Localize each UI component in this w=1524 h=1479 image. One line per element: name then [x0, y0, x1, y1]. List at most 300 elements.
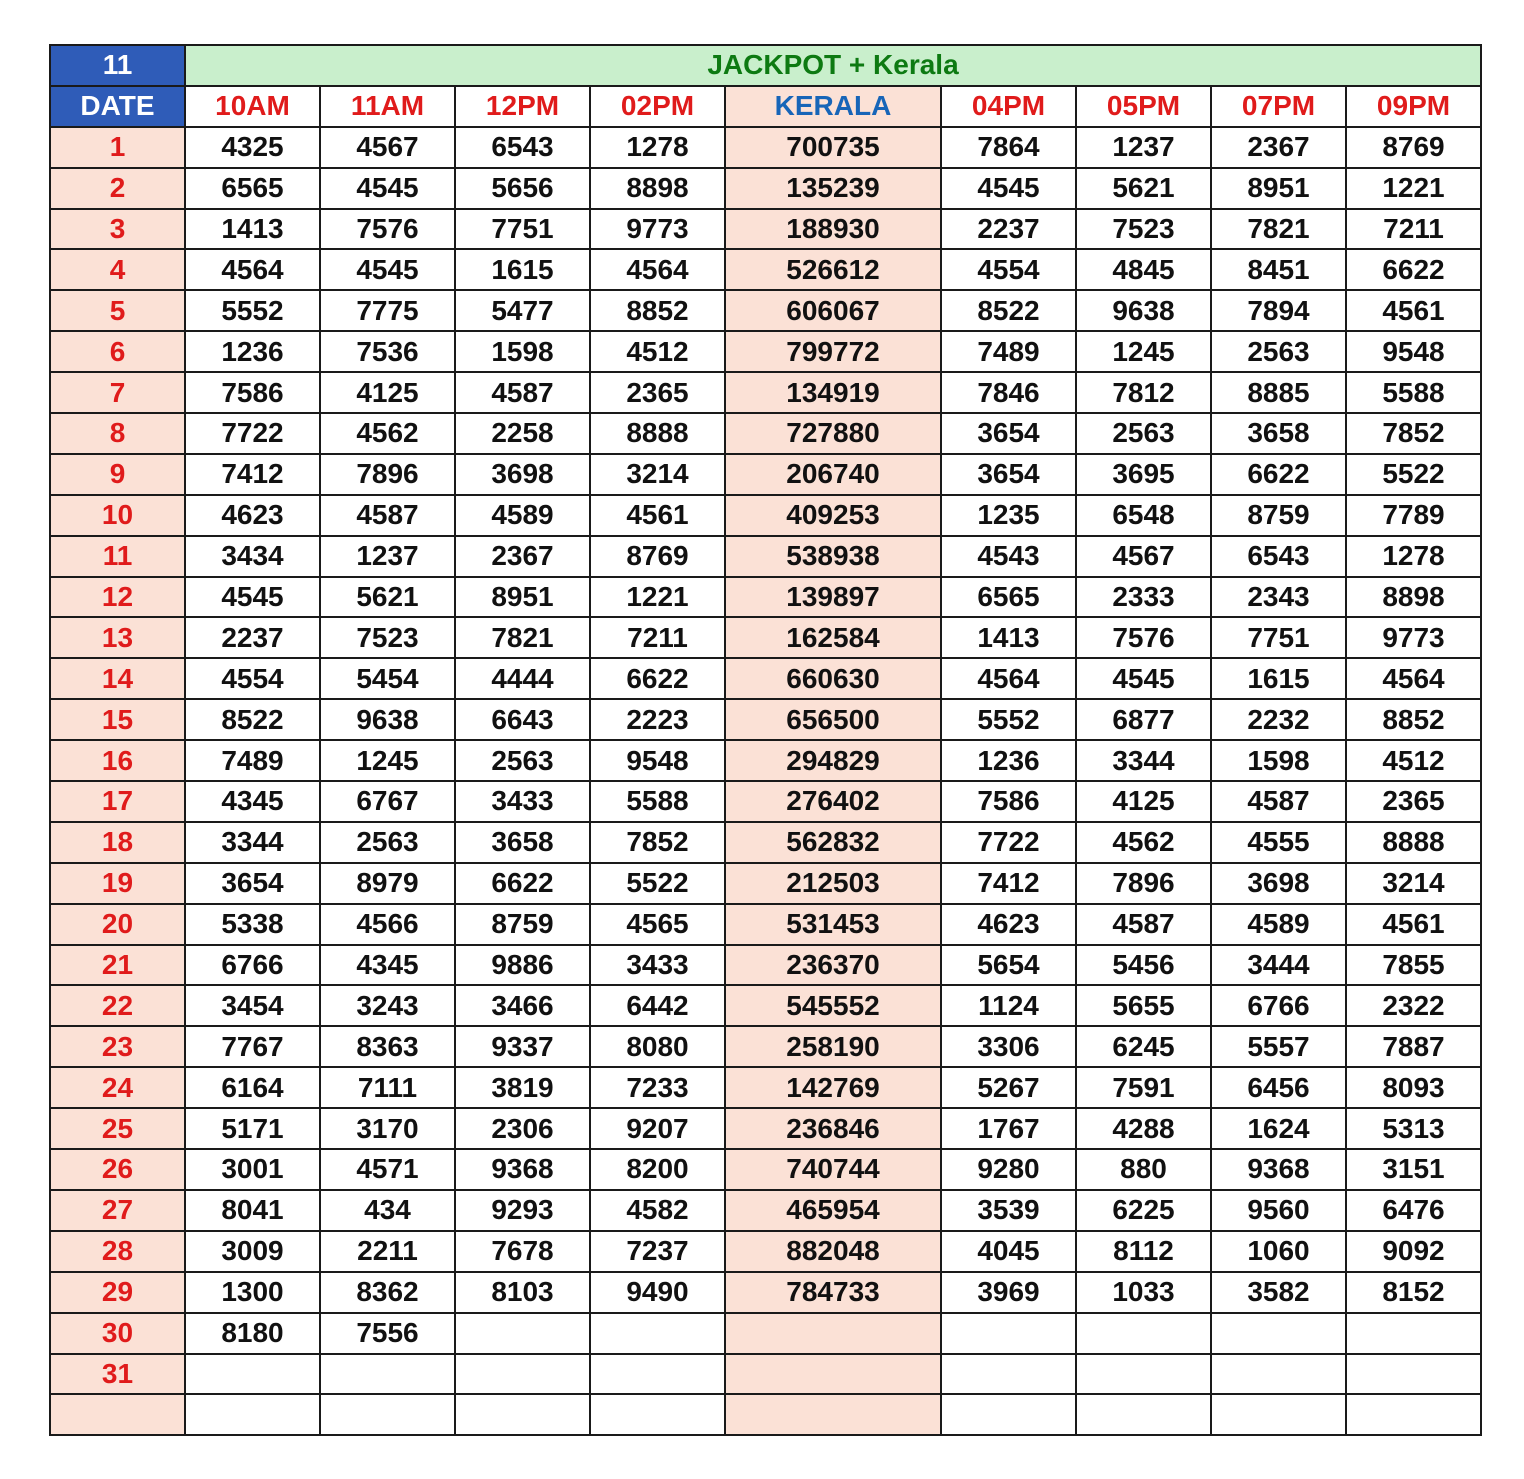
result-cell: 7237	[590, 1231, 725, 1272]
table-row	[50, 1394, 1481, 1435]
kerala-result-cell: 276402	[725, 781, 941, 822]
result-cell: 3444	[1211, 945, 1346, 986]
kerala-result-cell: 236370	[725, 945, 941, 986]
result-cell: 4045	[941, 1231, 1076, 1272]
kerala-result-cell: 562832	[725, 822, 941, 863]
result-cell: 2367	[1211, 127, 1346, 168]
date-cell: 24	[50, 1067, 185, 1108]
date-cell: 20	[50, 904, 185, 945]
table-row	[50, 495, 1481, 536]
result-cell: 8888	[1346, 822, 1481, 863]
result-cell: 1221	[590, 577, 725, 618]
result-cell: 4543	[941, 536, 1076, 577]
result-cell: 4587	[1211, 781, 1346, 822]
result-cell: 9886	[455, 945, 590, 986]
result-cell: 3698	[1211, 863, 1346, 904]
result-cell: 7846	[941, 372, 1076, 413]
column-header-09pm: 09PM	[1346, 86, 1481, 127]
kerala-result-cell: 409253	[725, 495, 941, 536]
result-cell: 434	[320, 1190, 455, 1231]
result-cell: 9207	[590, 1108, 725, 1149]
column-header-row	[50, 86, 1481, 127]
result-cell: 1278	[590, 127, 725, 168]
result-cell: 2563	[1211, 331, 1346, 372]
date-cell: 5	[50, 290, 185, 331]
result-cell	[1346, 1354, 1481, 1395]
kerala-result-cell: 660630	[725, 658, 941, 699]
result-cell	[455, 1313, 590, 1354]
result-cell: 7576	[1076, 617, 1211, 658]
result-cell: 1413	[941, 617, 1076, 658]
result-cell: 6622	[1211, 454, 1346, 495]
result-cell: 6565	[941, 577, 1076, 618]
result-cell: 4561	[590, 495, 725, 536]
result-cell: 5656	[455, 168, 590, 209]
result-cell: 4554	[941, 249, 1076, 290]
result-cell: 3433	[455, 781, 590, 822]
result-cell: 8093	[1346, 1067, 1481, 1108]
result-cell: 6622	[1346, 249, 1481, 290]
table-row	[50, 577, 1481, 618]
result-cell: 4125	[1076, 781, 1211, 822]
result-cell: 3433	[590, 945, 725, 986]
result-cell: 9638	[320, 699, 455, 740]
result-cell: 8080	[590, 1026, 725, 1067]
table-title: JACKPOT + Kerala	[185, 45, 1481, 86]
result-cell: 3344	[185, 822, 320, 863]
date-cell: 13	[50, 617, 185, 658]
column-header-07pm: 07PM	[1211, 86, 1346, 127]
result-cell: 1767	[941, 1108, 1076, 1149]
result-cell: 9560	[1211, 1190, 1346, 1231]
date-cell: 1	[50, 127, 185, 168]
result-cell: 9293	[455, 1190, 590, 1231]
result-cell: 1245	[1076, 331, 1211, 372]
result-cell: 4564	[941, 658, 1076, 699]
result-cell: 2563	[1076, 413, 1211, 454]
date-cell: 2	[50, 168, 185, 209]
table-row	[50, 413, 1481, 454]
column-header-kerala: KERALA	[725, 86, 941, 127]
result-cell: 7722	[185, 413, 320, 454]
result-cell: 4325	[185, 127, 320, 168]
result-cell: 8522	[185, 699, 320, 740]
result-cell	[185, 1394, 320, 1435]
result-cell: 1237	[320, 536, 455, 577]
result-cell: 1060	[1211, 1231, 1346, 1272]
result-cell: 4567	[320, 127, 455, 168]
result-cell: 4545	[185, 577, 320, 618]
result-cell: 1413	[185, 209, 320, 250]
column-header-04pm: 04PM	[941, 86, 1076, 127]
table-row	[50, 331, 1481, 372]
result-cell: 3454	[185, 985, 320, 1026]
date-cell: 6	[50, 331, 185, 372]
result-cell: 1598	[1211, 740, 1346, 781]
result-cell: 6456	[1211, 1067, 1346, 1108]
result-cell	[1211, 1354, 1346, 1395]
date-cell: 28	[50, 1231, 185, 1272]
result-cell: 8759	[455, 904, 590, 945]
result-cell: 7821	[1211, 209, 1346, 250]
result-cell: 8852	[590, 290, 725, 331]
result-cell: 4571	[320, 1149, 455, 1190]
result-cell: 3654	[185, 863, 320, 904]
result-cell: 1278	[1346, 536, 1481, 577]
table-row	[50, 904, 1481, 945]
result-cell: 3658	[1211, 413, 1346, 454]
result-cell: 7896	[1076, 863, 1211, 904]
kerala-result-cell: 526612	[725, 249, 941, 290]
result-cell: 8363	[320, 1026, 455, 1067]
result-cell: 4444	[455, 658, 590, 699]
date-cell: 10	[50, 495, 185, 536]
date-cell: 26	[50, 1149, 185, 1190]
result-cell: 7852	[590, 822, 725, 863]
result-cell: 4623	[941, 904, 1076, 945]
date-cell: 31	[50, 1354, 185, 1395]
column-header-11am: 11AM	[320, 86, 455, 127]
result-cell: 4587	[1076, 904, 1211, 945]
result-cell: 8951	[1211, 168, 1346, 209]
result-cell: 6476	[1346, 1190, 1481, 1231]
result-cell: 2306	[455, 1108, 590, 1149]
result-cell: 4512	[590, 331, 725, 372]
result-cell: 4562	[1076, 822, 1211, 863]
result-cell: 5621	[320, 577, 455, 618]
result-cell: 4125	[320, 372, 455, 413]
result-cell: 4623	[185, 495, 320, 536]
result-cell	[1211, 1313, 1346, 1354]
table-row	[50, 699, 1481, 740]
kerala-result-cell: 162584	[725, 617, 941, 658]
result-cell: 9773	[590, 209, 725, 250]
result-cell: 6622	[590, 658, 725, 699]
table-row	[50, 658, 1481, 699]
column-header-02pm: 02PM	[590, 86, 725, 127]
table-row	[50, 1313, 1481, 1354]
result-cell: 7864	[941, 127, 1076, 168]
result-cell: 880	[1076, 1149, 1211, 1190]
result-cell: 3969	[941, 1272, 1076, 1313]
result-cell: 5477	[455, 290, 590, 331]
result-cell: 3001	[185, 1149, 320, 1190]
date-cell: 15	[50, 699, 185, 740]
result-cell: 5456	[1076, 945, 1211, 986]
column-header-12pm: 12PM	[455, 86, 590, 127]
date-cell: 19	[50, 863, 185, 904]
result-cell: 7489	[941, 331, 1076, 372]
table-row	[50, 822, 1481, 863]
date-cell: 17	[50, 781, 185, 822]
table-row	[50, 1149, 1481, 1190]
result-cell	[590, 1313, 725, 1354]
result-cell: 3214	[590, 454, 725, 495]
result-cell: 3009	[185, 1231, 320, 1272]
result-cell	[941, 1313, 1076, 1354]
result-cell: 1033	[1076, 1272, 1211, 1313]
kerala-result-cell: 142769	[725, 1067, 941, 1108]
result-cell: 1235	[941, 495, 1076, 536]
result-cell: 7894	[1211, 290, 1346, 331]
result-cell: 8759	[1211, 495, 1346, 536]
result-cell	[1076, 1313, 1211, 1354]
result-cell: 8898	[1346, 577, 1481, 618]
result-cell: 6766	[1211, 985, 1346, 1026]
result-cell: 7767	[185, 1026, 320, 1067]
result-cell: 7523	[320, 617, 455, 658]
table-row	[50, 985, 1481, 1026]
result-cell	[941, 1394, 1076, 1435]
date-cell: 23	[50, 1026, 185, 1067]
date-cell: 18	[50, 822, 185, 863]
result-cell: 4545	[941, 168, 1076, 209]
kerala-result-cell: 531453	[725, 904, 941, 945]
result-cell	[941, 1354, 1076, 1395]
result-cell: 3170	[320, 1108, 455, 1149]
result-cell: 7812	[1076, 372, 1211, 413]
result-cell: 5267	[941, 1067, 1076, 1108]
result-cell: 5621	[1076, 168, 1211, 209]
results-table	[49, 44, 1482, 1436]
result-cell: 7111	[320, 1067, 455, 1108]
result-cell: 4345	[320, 945, 455, 986]
kerala-result-cell: 538938	[725, 536, 941, 577]
date-cell: 9	[50, 454, 185, 495]
result-cell: 3539	[941, 1190, 1076, 1231]
result-cell: 4567	[1076, 536, 1211, 577]
result-cell: 9638	[1076, 290, 1211, 331]
table-row	[50, 945, 1481, 986]
result-cell: 7412	[185, 454, 320, 495]
column-header-10am: 10AM	[185, 86, 320, 127]
result-cell: 5588	[1346, 372, 1481, 413]
result-cell: 2563	[320, 822, 455, 863]
result-cell: 3654	[941, 413, 1076, 454]
result-cell: 4566	[320, 904, 455, 945]
result-cell: 2322	[1346, 985, 1481, 1026]
date-cell: 14	[50, 658, 185, 699]
result-cell: 7855	[1346, 945, 1481, 986]
result-cell: 9548	[1346, 331, 1481, 372]
result-cell: 4545	[320, 249, 455, 290]
date-cell: 16	[50, 740, 185, 781]
table-row	[50, 1067, 1481, 1108]
result-cell: 6622	[455, 863, 590, 904]
result-cell: 2343	[1211, 577, 1346, 618]
result-cell: 6766	[185, 945, 320, 986]
result-cell: 4564	[185, 249, 320, 290]
date-cell: 29	[50, 1272, 185, 1313]
result-cell: 7211	[590, 617, 725, 658]
result-cell: 7586	[941, 781, 1076, 822]
result-cell: 4564	[590, 249, 725, 290]
result-cell: 4589	[455, 495, 590, 536]
result-cell	[320, 1354, 455, 1395]
result-cell	[1211, 1394, 1346, 1435]
table-row	[50, 781, 1481, 822]
result-cell: 4561	[1346, 290, 1481, 331]
result-cell: 4587	[320, 495, 455, 536]
result-cell: 7591	[1076, 1067, 1211, 1108]
result-cell: 5655	[1076, 985, 1211, 1026]
kerala-result-cell: 656500	[725, 699, 941, 740]
result-cell: 2237	[185, 617, 320, 658]
table-row	[50, 249, 1481, 290]
kerala-result-cell: 882048	[725, 1231, 941, 1272]
result-cell: 3698	[455, 454, 590, 495]
result-cell: 7887	[1346, 1026, 1481, 1067]
result-cell: 2563	[455, 740, 590, 781]
table-row	[50, 863, 1481, 904]
result-cell: 8451	[1211, 249, 1346, 290]
date-column-header: DATE	[50, 86, 185, 127]
kerala-result-cell: 606067	[725, 290, 941, 331]
kerala-result-cell: 258190	[725, 1026, 941, 1067]
result-cell: 7789	[1346, 495, 1481, 536]
result-cell: 6767	[320, 781, 455, 822]
result-cell: 7233	[590, 1067, 725, 1108]
result-cell: 8852	[1346, 699, 1481, 740]
kerala-result-cell	[725, 1313, 941, 1354]
result-cell: 1236	[941, 740, 1076, 781]
table-row	[50, 127, 1481, 168]
result-cell	[1346, 1313, 1481, 1354]
date-cell: 8	[50, 413, 185, 454]
kerala-result-cell	[725, 1354, 941, 1395]
kerala-result-cell: 727880	[725, 413, 941, 454]
result-cell: 6164	[185, 1067, 320, 1108]
table-row	[50, 536, 1481, 577]
kerala-result-cell: 206740	[725, 454, 941, 495]
result-cell	[455, 1394, 590, 1435]
kerala-result-cell: 139897	[725, 577, 941, 618]
result-cell: 8979	[320, 863, 455, 904]
date-cell: 4	[50, 249, 185, 290]
result-cell: 7751	[455, 209, 590, 250]
result-cell	[185, 1354, 320, 1395]
result-cell: 3344	[1076, 740, 1211, 781]
result-cell: 5338	[185, 904, 320, 945]
table-row	[50, 1354, 1481, 1395]
result-cell: 9368	[1211, 1149, 1346, 1190]
result-cell: 4582	[590, 1190, 725, 1231]
result-cell: 8769	[1346, 127, 1481, 168]
kerala-result-cell: 135239	[725, 168, 941, 209]
date-cell: 7	[50, 372, 185, 413]
result-cell: 6548	[1076, 495, 1211, 536]
result-cell: 2223	[590, 699, 725, 740]
table-row	[50, 1108, 1481, 1149]
result-cell: 4288	[1076, 1108, 1211, 1149]
result-cell: 7489	[185, 740, 320, 781]
result-cell: 5522	[590, 863, 725, 904]
result-cell: 1221	[1346, 168, 1481, 209]
result-cell: 2211	[320, 1231, 455, 1272]
date-cell: 25	[50, 1108, 185, 1149]
table-row	[50, 1231, 1481, 1272]
result-cell: 2367	[455, 536, 590, 577]
result-cell: 1598	[455, 331, 590, 372]
result-cell: 5522	[1346, 454, 1481, 495]
result-cell: 6565	[185, 168, 320, 209]
result-cell: 6643	[455, 699, 590, 740]
result-cell: 2365	[590, 372, 725, 413]
result-cell: 7678	[455, 1231, 590, 1272]
result-cell: 7556	[320, 1313, 455, 1354]
table-row	[50, 290, 1481, 331]
result-cell: 6245	[1076, 1026, 1211, 1067]
result-cell: 9548	[590, 740, 725, 781]
result-cell: 3434	[185, 536, 320, 577]
result-cell: 3306	[941, 1026, 1076, 1067]
result-cell: 9490	[590, 1272, 725, 1313]
result-cell: 1615	[1211, 658, 1346, 699]
result-cell: 9280	[941, 1149, 1076, 1190]
kerala-result-cell: 212503	[725, 863, 941, 904]
result-cell: 7576	[320, 209, 455, 250]
result-cell: 7586	[185, 372, 320, 413]
date-cell: 3	[50, 209, 185, 250]
date-cell: 12	[50, 577, 185, 618]
result-cell: 5552	[185, 290, 320, 331]
table-row	[50, 1272, 1481, 1313]
table-row	[50, 740, 1481, 781]
result-cell: 2333	[1076, 577, 1211, 618]
result-cell: 1300	[185, 1272, 320, 1313]
result-cell: 8898	[590, 168, 725, 209]
result-cell: 7536	[320, 331, 455, 372]
result-cell: 7852	[1346, 413, 1481, 454]
date-cell: 27	[50, 1190, 185, 1231]
result-cell: 6543	[1211, 536, 1346, 577]
table-row	[50, 617, 1481, 658]
result-cell	[1346, 1394, 1481, 1435]
table-row	[50, 454, 1481, 495]
kerala-result-cell: 545552	[725, 985, 941, 1026]
result-cell: 2365	[1346, 781, 1481, 822]
result-cell: 1236	[185, 331, 320, 372]
result-cell: 2237	[941, 209, 1076, 250]
date-cell: 21	[50, 945, 185, 986]
kerala-result-cell: 134919	[725, 372, 941, 413]
date-cell: 30	[50, 1313, 185, 1354]
kerala-result-cell: 294829	[725, 740, 941, 781]
result-cell: 8152	[1346, 1272, 1481, 1313]
kerala-result-cell: 740744	[725, 1149, 941, 1190]
result-cell: 4561	[1346, 904, 1481, 945]
result-cell: 5557	[1211, 1026, 1346, 1067]
result-cell: 7896	[320, 454, 455, 495]
result-cell: 4345	[185, 781, 320, 822]
result-cell: 8362	[320, 1272, 455, 1313]
result-cell: 3582	[1211, 1272, 1346, 1313]
result-cell: 4554	[185, 658, 320, 699]
result-cell: 8041	[185, 1190, 320, 1231]
result-cell: 6225	[1076, 1190, 1211, 1231]
result-cell: 9368	[455, 1149, 590, 1190]
kerala-result-cell	[725, 1394, 941, 1435]
result-cell: 7751	[1211, 617, 1346, 658]
result-cell: 4512	[1346, 740, 1481, 781]
result-cell: 6877	[1076, 699, 1211, 740]
kerala-result-cell: 188930	[725, 209, 941, 250]
result-cell: 3243	[320, 985, 455, 1026]
result-cell: 8769	[590, 536, 725, 577]
result-cell: 4845	[1076, 249, 1211, 290]
result-cell	[1076, 1354, 1211, 1395]
result-cell: 7775	[320, 290, 455, 331]
